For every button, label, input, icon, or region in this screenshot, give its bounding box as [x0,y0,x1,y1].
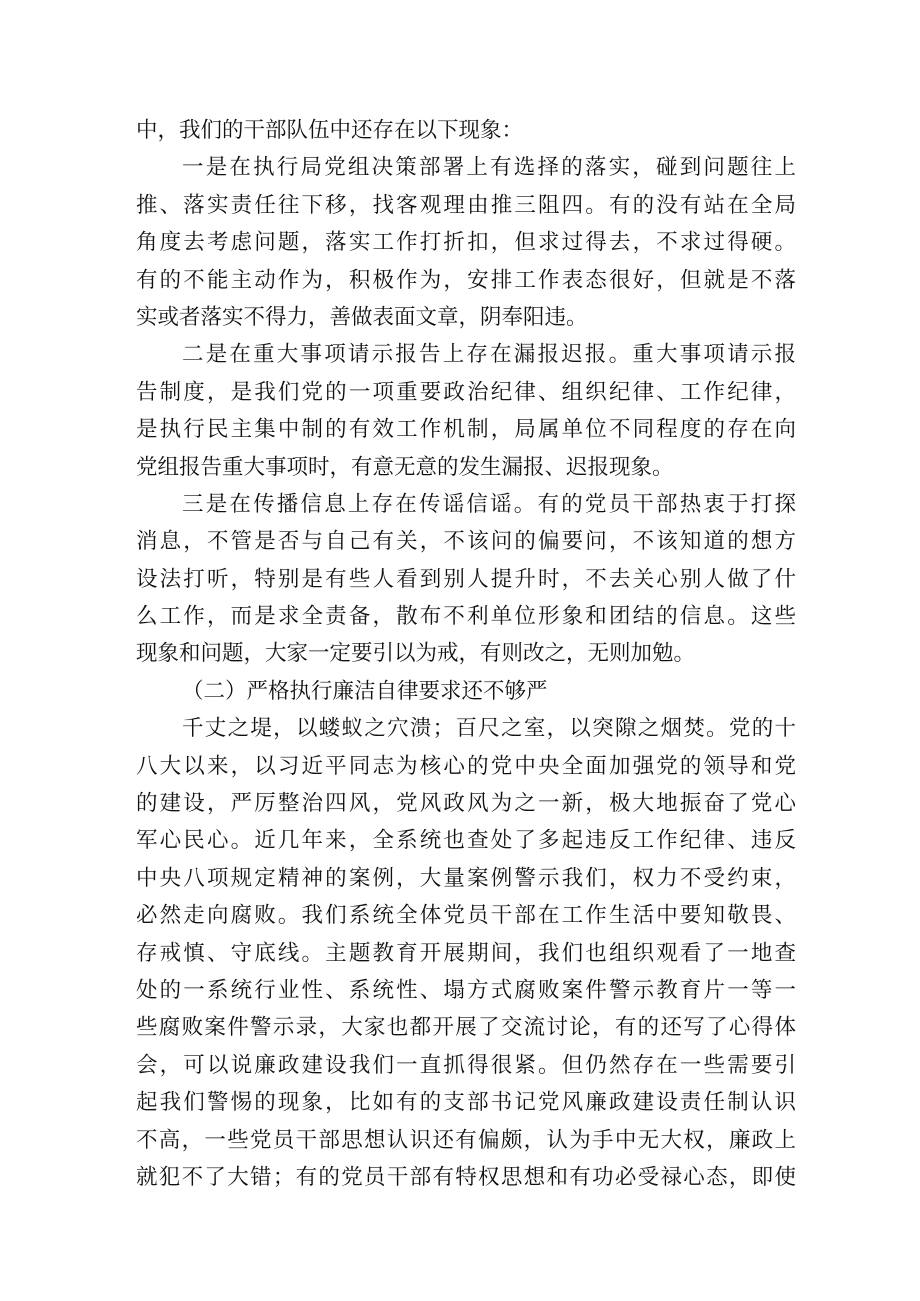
section-heading: （二）严格执行廉洁自律要求还不够严 [182,678,548,704]
text-line: 些腐败案件警示录，大家也都开展了交流讨论，有的还写了心得体 [136,1015,796,1041]
text-line: 推、落实责任往下移，找客观理由推三阻四。有的没有站在全局 [136,192,796,218]
paragraph-line: 千丈之堤，以蝼蚁之穴溃；百尺之室，以突隙之烟焚。党的十 [182,716,796,742]
text-line: 起我们警惕的现象，比如有的支部书记党风廉政建设责任制认识 [136,1090,796,1116]
text-line: 告制度，是我们党的一项重要政治纪律、组织纪律、工作纪律， [136,379,796,405]
text-line: 不高，一些党员干部思想认识还有偏颇，认为手中无大权，廉政上 [136,1127,796,1153]
document-page [136,112,796,1196]
text-line: 军心民心。近几年来，全系统也查处了多起违反工作纪律、违反 [136,828,796,854]
text-line: 必然走向腐败。我们系统全体党员干部在工作生活中要知敬畏、 [136,903,796,929]
paragraph-line: 三是在传播信息上存在传谣信谣。有的党员干部热衷于打探 [182,491,796,517]
text-line: 中央八项规定精神的案例，大量案例警示我们，权力不受约束， [136,865,796,891]
text-line: 党组报告重大事项时，有意无意的发生漏报、迟报现象。 [136,454,674,480]
text-line: 么工作，而是求全责备，散布不利单位形象和团结的信息。这些 [136,604,796,630]
text-line: 是执行民主集中制的有效工作机制，局属单位不同程度的存在向 [136,417,796,443]
text-line: 就犯不了大错；有的党员干部有特权思想和有功必受禄心态，即使 [136,1164,796,1190]
text-line: 现象和问题，大家一定要引以为戒，有则改之，无则加勉。 [136,641,696,667]
text-line: 消息，不管是否与自己有关，不该问的偏要问，不该知道的想方 [136,529,796,555]
text-line: 角度去考虑问题，落实工作打折扣，但求过得去，不求过得硬。 [136,230,796,256]
text-line: 实或者落实不得力，善做表面文章，阴奉阳违。 [136,304,588,330]
text-line: 有的不能主动作为，积极作为，安排工作表态很好，但就是不落 [136,267,796,293]
text-line: 处的一系统行业性、系统性、塌方式腐败案件警示教育片一等一 [136,977,796,1003]
text-line: 设法打听，特别是有些人看到别人提升时，不去关心别人做了什 [136,566,796,592]
paragraph-line: 一是在执行局党组决策部署上有选择的落实，碰到问题往上 [182,155,796,181]
text-line: 八大以来，以习近平同志为核心的党中央全面加强党的领导和党 [136,753,796,779]
text-line: 的建设，严厉整治四风，党风政风为之一新，极大地振奋了党心 [136,791,796,817]
paragraph-line: 二是在重大事项请示报告上存在漏报迟报。重大事项请示报 [182,342,796,368]
text-line: 会，可以说廉政建设我们一直抓得很紧。但仍然存在一些需要引 [136,1052,796,1078]
text-line: 存戒慎、守底线。主题教育开展期间，我们也组织观看了一地查 [136,940,796,966]
text-line: 中，我们的干部队伍中还存在以下现象： [136,118,524,143]
